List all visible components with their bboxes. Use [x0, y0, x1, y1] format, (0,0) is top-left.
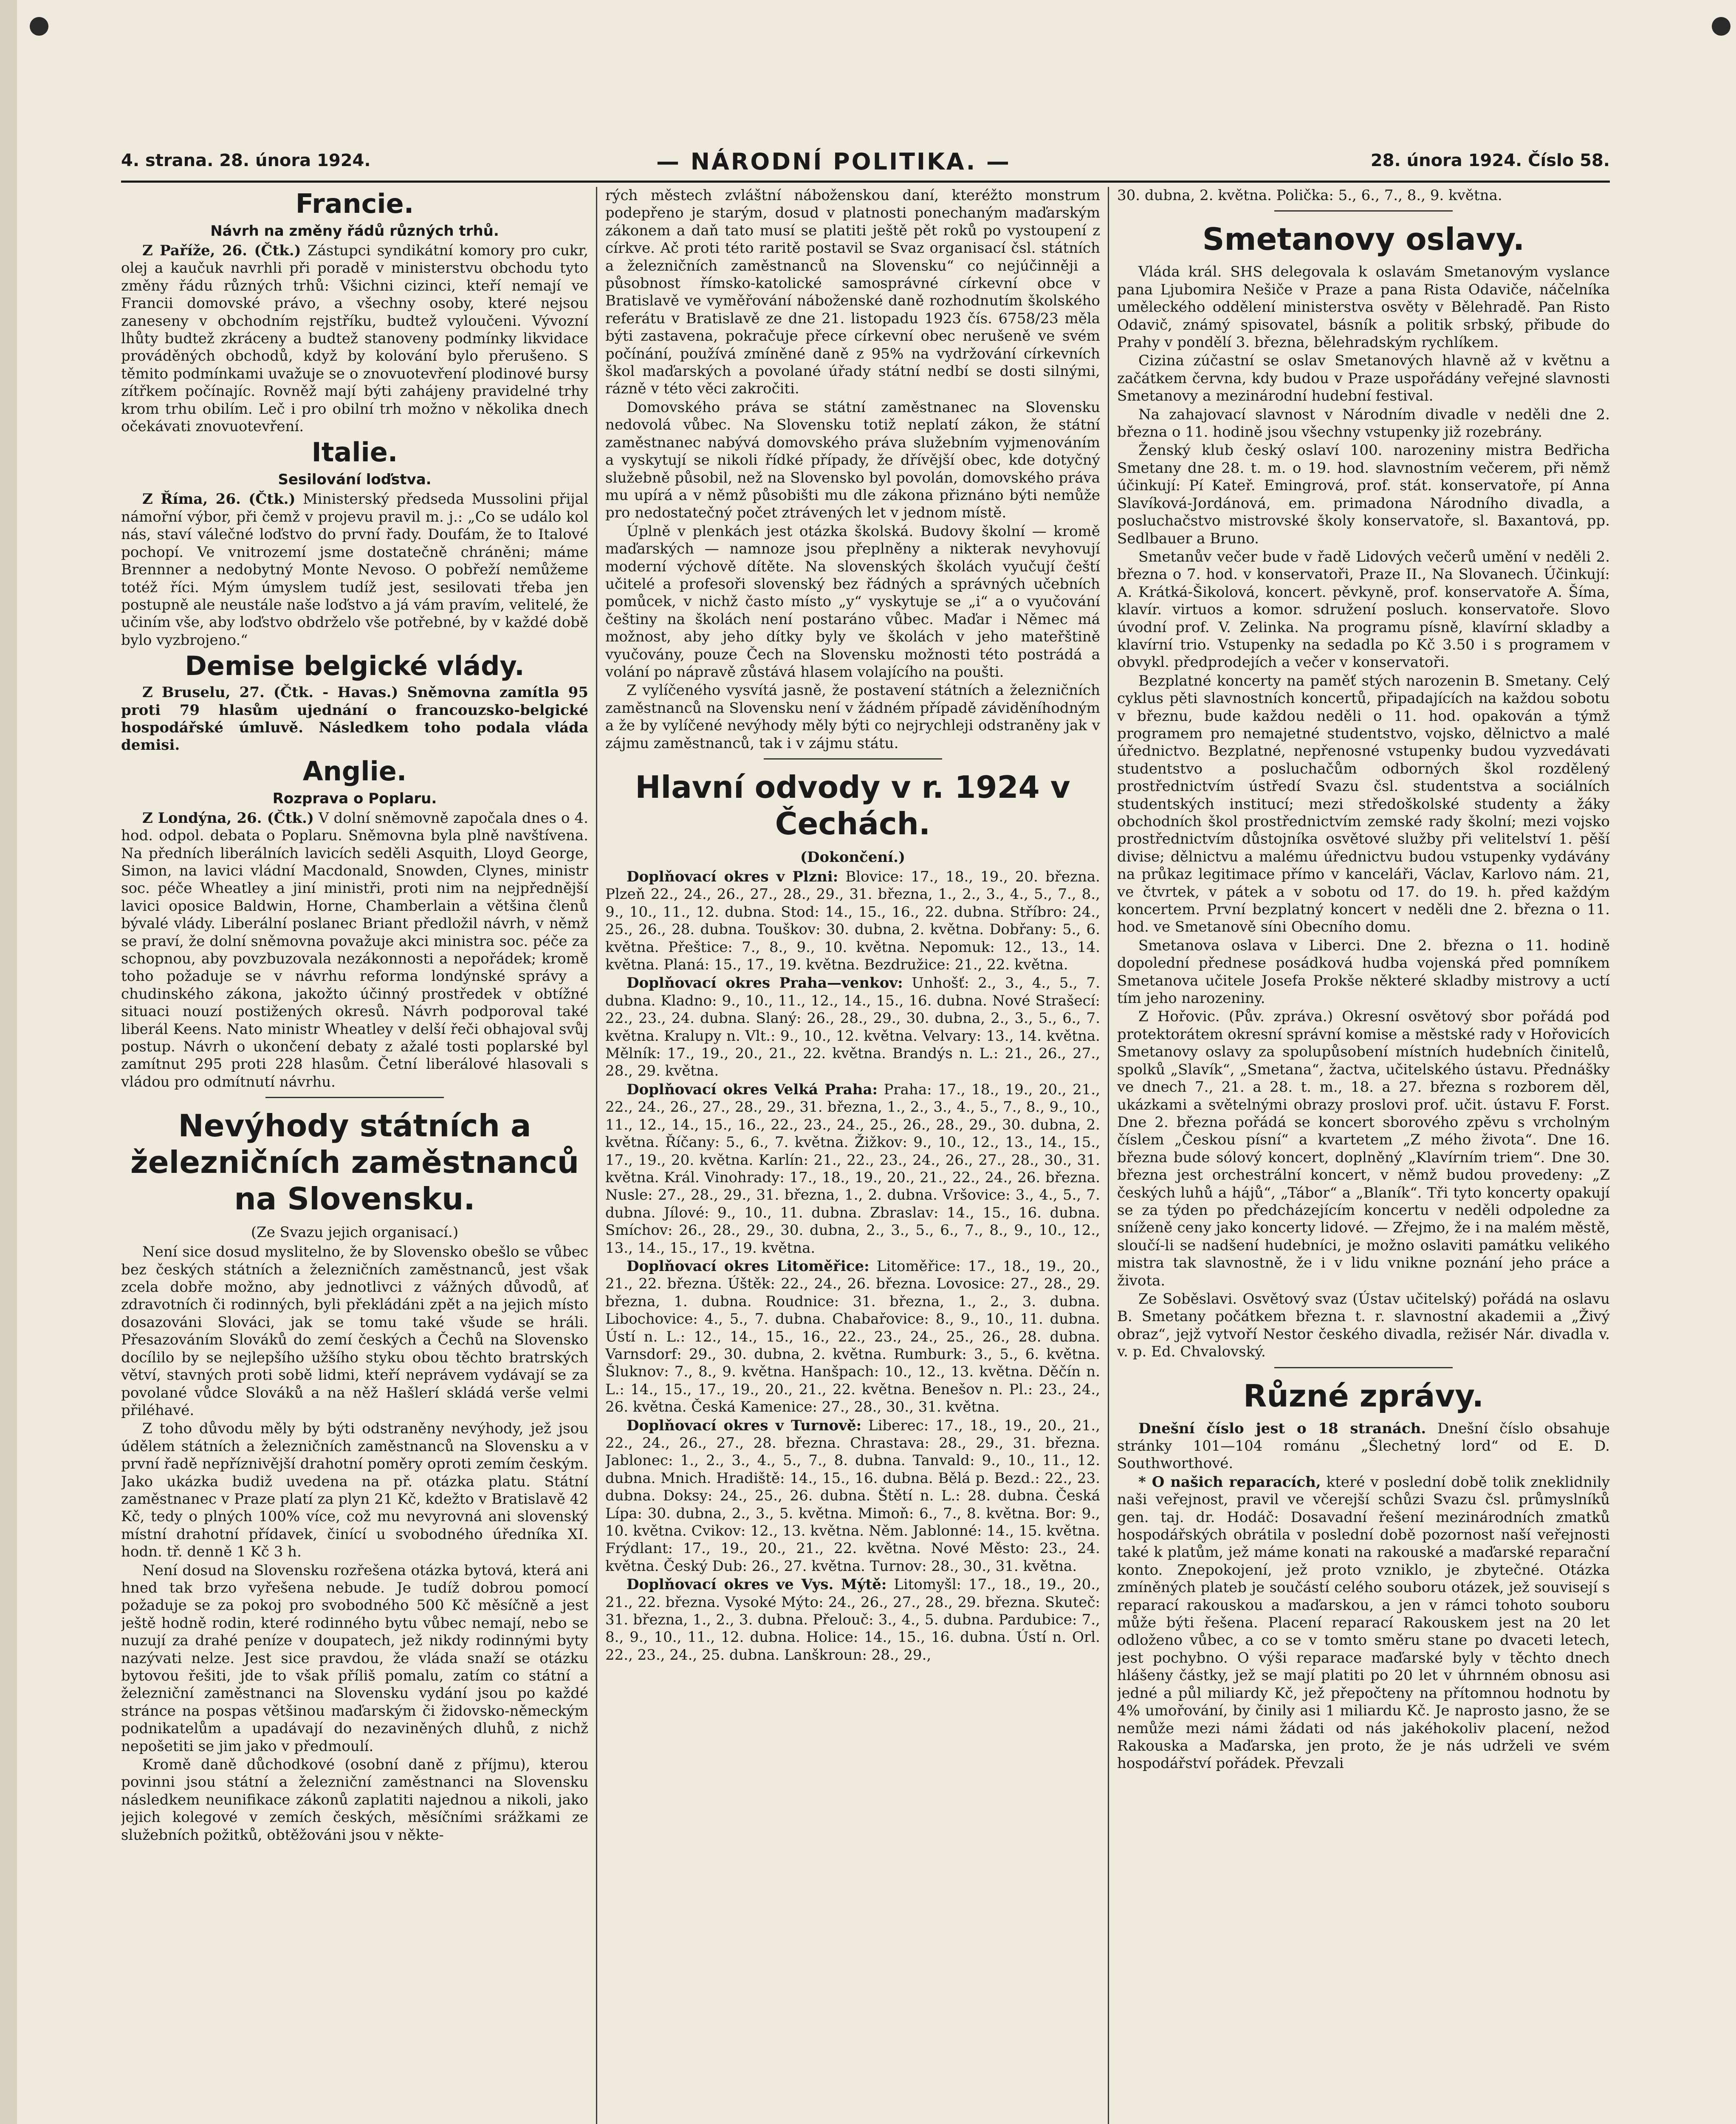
article-paragraph: Z Hořovic. (Pův. zpráva.) Okresní osvětový sbor pořádá pod protektorátem okresní správní komise a městské rady v Hořovicích Smetanovy oslavy za spolupůsobení místních hudebních činitelů, spolků „Slavík“, „Smetana“, žactva, učitelského ústavu. Přednášky ve dnech 7., 21. a 28. t. m., 18. a 27. března s rozborem děl, ukázkami a světelnými obrazy proslovi prof. učit. ústavu F. Forst. Dne 2. března pořádá se koncert sborového zpěvu s vrcholným číslem „Českou písní“ a kvartetem „Z mého života“. Dne 16. března bude sólový koncert, doplněný „Klavírním triem“. Dne 30. března jest orchestrální koncert, v němž budou provedeny: „Z českých luhů a hájů“, „Tábor“ a „Blaník“. Tři tyto koncerty opakují se za týden po předcházejícím koncertu v neděli odpoledne za sníženě ceny jako koncerty lidové. — Zřejmo, že i na malém městě, sloučí-li se nadšení hudebníci, je možno oslaviti památku velikého mistra tak slavnostně, že i v lidu vnikne poznání jeho práce a života.: [1117, 1008, 1610, 1289]
article-source: (Ze Svazu jejich organisací.): [251, 1224, 459, 1241]
article-paragraph: * O našich reparacích, které v poslední době tolik zneklidnily naši veřejnost, pravil ve včerejší schůzi Svazu čsl. průmyslníků gen. taj. dr. Hodáč: Dosavadní řešení mezinárodních zmatků hospodářských obrátila v poslední době pozornost naší veřejnosti také k platům, jež máme konati na rakouské a maďarské reparační konto. Znepokojení, jež proto vzniklo, je zbytečné. Otázka zmíněných plateb je součástí celého souboru otázek, jež souvisejí s reparací rakouskou a maďarskou, a jen v rámci tohoto souboru může býti řešena. Placení reparací Rakouskem jest na 20 let odloženo vůbec, a co se v tomto směru stane po dvaceti letech, jest pochybno. O výši reparace maďarské byly v těchto dnech hlášeny částky, jež se mají platiti po 20 let v úhrnném obnosu asi jedné a půl miliardy Kč, jež přepočteny na přítomnou hodnotu by 4% umořování, by činily asi 1 miliardu Kč. Je naprosto jasno, že se nemůže mezi námi žádati od nás jakéhokoliv placení, nežod Rakouska a Maďarska, jen proto, že je nás udrželi ve svém hospodářství pořádek. Převzali: [1117, 1473, 1610, 1772]
article-paragraph: Domovského práva se státní zaměstnanec na Slovensku nedovolá vůbec. Na Slovensku totiž neplatí zákon, že státní zaměstnanec nabývá domovského práva služebním vyjmenováním a vyskytují se nikoli řídké případy, že dřívější obec, kde dotyčný služebně působil, než na Slovensko byl povolán, domovského práva mu upírá a v němž působišti mu dle zákona přiznáno býti nemůže pro nedostatečný počet ztrávených let v jednom místě.: [605, 398, 1100, 522]
district-paragraph: Doplňovací okres Velká Praha: Praha: 17., 18., 19., 20., 21., 22., 24., 26., 27., 28., 29., 31. března, 1., 2., 3., 4., 5., 7., 8., 9., 10., 11., 12., 14., 15., 16., 22., 23., 24., 25., 26., 28., 29., 30. dubna, 2. května. Říčany: 5., 6., 7. května. Žižkov: 9., 10., 12., 13., 14., 15., 17., 19., 20. května. Karlín: 21., 22., 23., 24., 26., 27., 28., 30., 31. května. Král. Vinohrady: 17., 18., 19., 20., 21., 22., 24., 26. března. Nusle: 27., 28., 29., 31. března, 1., 2. dubna. Vršovice: 3., 4., 5., 7. dubna. Jílové: 9., 10., 11. dubna. Zbraslav: 14., 15., 16. dubna. Smíchov: 26., 28., 29., 30. dubna, 2., 3., 5., 6., 7., 8., 9., 10., 12., 13., 14., 15., 17., 19. května.: [605, 1081, 1100, 1257]
article-paragraph: Úplně v plenkách jest otázka školská. Budovy školní — kromě maďarských — namnoze jsou přeplněny a nikterak nevyhovují moderní výchově dítěte. Na slovenských školách vyučují čeští učitelé a profesoři slovenský bez řádných a správných učebních pomůcek, v nichž často místo „y“ vyskytuje se „i“ a o vyučování češtiny na školách není postaráno vůbec. Maďar i Němec má možnost, aby jeho dítky byly ve školách v jeho mateřštině vyučovány, pouze Čech na Slovensku možnosti této postrádá a volání po nápravě zůstává hlasem volajícího na poušti.: [605, 523, 1100, 681]
district-paragraph: Doplňovací okres Litoměřice: Litoměřice: 17., 18., 19., 20., 21., 22. března. Úštěk: 22., 24., 26. března. Lovosice: 27., 28., 29. března, 1. dubna. Roudnice: 31. března, 1., 2., 3. dubna. Libochovice: 4., 5., 7. dubna. Chabařovice: 8., 9., 10., 11. dubna. Ústí n. L.: 12., 14., 15., 16., 22., 23., 24., 25., 26., 28. dubna. Varnsdorf: 29., 30. dubna, 2. května. Rumburk: 3., 5., 6. května. Šluknov: 7., 8., 9. května. Hanšpach: 10., 12., 13. května. Děčín n. L.: 14., 15., 17., 19., 20., 21., 22. května. Benešov n. Pl.: 23., 24., 26. května. Česká Kamenice: 27., 28., 30., 31. května.: [605, 1257, 1100, 1416]
district-paragraph: Doplňovací okres Praha—venkov: Unhošť: 2., 3., 4., 5., 7. dubna. Kladno: 9., 10., 11., 12., 14., 15., 16. dubna. Nové Strašecí: 22., 23., 24. dubna. Slaný: 26., 28., 29., 30. dubna, 2., 3., 5., 6., 7. května. Kralupy n. Vlt.: 9., 10., 12. května. Velvary: 13., 14. května. Mělník: 17., 19., 20., 21., 22. května. Brandýs n. L.: 21., 26., 27., 28., 29. května.: [605, 974, 1100, 1080]
article-paragraph: Kromě daně důchodkové (osobní daně z příjmu), kterou povinni jsou státní a železniční zaměstnanci na Slovensku následkem neunifikace zákonů zaplatiti najednou a nikoli, jako jejich kolegové v zemích českých, měsíčními srážkami ze služebních požitků, obtěžováni jsou v někte-: [121, 1756, 588, 1844]
district-paragraph: Doplňovací okres v Plzni: Blovice: 17., 18., 19., 20. března. Plzeň 22., 24., 26., 27., 28., 29., 31. března, 1., 2., 3., 4., 5., 7., 8., 9., 10., 11., 12. dubna. Stod: 14., 15., 16., 22. dubna. Stříbro: 24., 25., 26., 28. dubna. Touškov: 30. dubna, 2. května. Dobřany: 5., 6. května. Přeštice: 7., 8., 9., 10. května. Nepomuk: 12., 13., 14. května. Planá: 15., 17., 19. května. Bezdružice: 21., 22. května.: [605, 868, 1100, 974]
article-paragraph: Z vylíčeného vysvítá jasně, že postavení státních a železničních zaměstnanců na Slovensku není v žádném případě záviděníhodným a že by vylíčené nevýhody měly býti co nejrychleji odstraněny jak v zájmu zaměstnanců, tak i v zájmu státu.: [605, 682, 1100, 752]
article-paragraph: Z Paříže, 26. (Čtk.) Zástupci syndikátní komory pro cukr, olej a kaučuk navrhli při poradě v ministerstvu obchodu tyto změny řádu různých trhů: Všichni cizinci, kteří nemají ve Francii domovské právo, a všechny osoby, které nejsou zaneseny v obchodním rejstříku, budtež vyloučeni. Vývozní lhůty budtež zkráceny a budtež stanoveny podmínky likvidace prováděných obchodů, když by kolování bylo přerušeno. S těmito podmínkami uvažuje se o znovuotevření plodinové bursy zítřkem počínajíc. Rovněž mají býti zahájeny pravidelné trhy krom trhu obilím. Leč i pro obilní trh možno v několika dnech očekávati znovuotevření.: [121, 242, 588, 435]
section-heading: Francie.: [295, 188, 414, 219]
separator: [1274, 1367, 1453, 1368]
section-heading: Anglie.: [302, 755, 407, 787]
article-paragraph: Ze Soběslavi. Osvětový svaz (Ústav učitelský) pořádá na oslavu B. Smetany počátkem března t. r. slavnostní akademii a „Živý obraz“, jejž vytvoří Nestor českého divadla, režisér Nár. divadla v. v. p. Ed. Chvalovský.: [1117, 1290, 1610, 1361]
section-heading: Italie.: [311, 437, 398, 468]
district-paragraph: Doplňovací okres v Turnově: Liberec: 17., 18., 19., 20., 21., 22., 24., 26., 27., 28. března. Chrastava: 28., 29., 31. března. Jablonec: 1., 2., 3., 4., 5., 7., 8. dubna. Tanvald: 9., 10., 11., 12. dubna. Mnich. Hradiště: 14., 15., 16. dubna. Bělá p. Bezd.: 22., 23. dubna. Doksy: 24., 25., 26. dubna. Štětí n. L.: 28. dubna. Česká Lípa: 30. dubna, 2., 3., 5. května. Mimoň: 6., 7., 8. května. Bor: 9., 10. května. Cvikov: 12., 13. května. Něm. Jablonné: 14., 15. května. Frýdlant: 17., 19., 20., 21., 22. května. Nové Město: 23., 24. května. Český Dub: 26., 27. května. Turnov: 28., 30., 31. května.: [605, 1417, 1100, 1575]
column-rule: [596, 187, 597, 2124]
column-rule: [1108, 187, 1109, 2124]
article-headline: Smetanovy oslavy.: [1202, 221, 1525, 257]
article-headline: Hlavní odvody v r. 1924 v Čechách.: [635, 769, 1070, 842]
separator: [1274, 210, 1453, 212]
article-paragraph: Z toho důvodu měly by býti odstraněny nevýhody, jež jsou údělem státních a železničních zaměstnanců na Slovensku a v první řadě nepříznivější drahotní poměry oproti zemím českým. Jako ukázka budiž uvedena na př. otázka platu. Státní zaměstnanec v Praze platí za plyn 21 Kč, kdežto v Bratislavě 42 Kč, tedy o plných 100% více, což mu nevyrovná ani slovenský místní drahotní přídavek, činící u svobodného úředníka XI. hodn. tř. denně 1 Kč 3 h.: [121, 1420, 588, 1561]
article-headline: Různé zprávy.: [1243, 1378, 1484, 1414]
page-header: [121, 148, 1610, 176]
article-paragraph: Dnešní číslo jest o 18 stranách. Dnešní číslo obsahuje stránky 101—104 románu „Šlechetný lord“ od E. D. Southworthové.: [1117, 1420, 1610, 1472]
masthead: — NÁRODNÍ POLITIKA. —: [656, 148, 1011, 175]
article-paragraph: Smetanův večer bude v řadě Lidových večerů umění v neděli 2. března o 7. hod. v konservatoři, Praze II., Na Slovanech. Účinkují: A. Krátká-Šikolová, koncert. pěvkyně, prof. konservatoře A. Šíma, klavír. virtuos a komor. sdružení posluch. konservatoře. Slovo úvodní prof. V. Zelinka. Na programu písně, klavírní skladby a klavírní trio. Vstupenky na sedadla po Kč 3.50 i s programem v obvykl. předprodejích a večer v konservatoři.: [1117, 548, 1610, 671]
district-paragraph: Doplňovací okres ve Vys. Mýtě: Litomyšl: 17., 18., 19., 20., 21., 22. března. Vysoké Mýto: 24., 26., 27., 28., 29. března. Skuteč: 31. března, 1., 2., 3. dubna. Přelouč: 3., 4., 5. dubna. Pardubice: 7., 8., 9., 10., 11., 12. dubna. Holice: 14., 15., 16. dubna. Ústí n. Orl. 22., 23., 24., 25. dubna. Lanškroun: 28., 29.,: [605, 1576, 1100, 1664]
article-headline: Nevýhody státních a železničních zaměstnanců na Slovensku.: [130, 1108, 579, 1217]
header-rule: [121, 181, 1610, 183]
punch-hole: [30, 17, 48, 36]
article-subheading: (Dokončení.): [800, 849, 906, 866]
article-paragraph: Bezplatné koncerty na paměť stých narozenin B. Smetany. Celý cyklus pěti slavnostních koncertů, připadajících na každou sobotu v březnu, bude každou neděli o 11. hod. opakován a týmž programem pro nemajetné studentstvo, vojsko, dělnictvo a malé úřednictvo. Bezplatné, nepřenosné vstupenky budou vyzvedávati studentstvo a posluchačům odborných škol rozdělený prostřednictvím ústředí Svazu čsl. studentstva a sociálních studentských institucí; mezi středoškolské studenty a žáky obchodních škol prostřednictvím zemské rady školní; mezi vojsko prostřednictvím důstojníka osvětové služby při velitelství 1. pěší divise; dělnictvu a malému úřednictvu budou vstupenky vydávány na průkaz legitimace přímo v kanceláři, Václav, Karlovo nám. 21, ve čtvrtek, v pátek a v sobotu od 17. do 19. h. před každým koncertem. První bezplatný koncert v neděli dne 2. března o 11. hod. ve Smetanově síni Obecního domu.: [1117, 672, 1610, 936]
separator: [265, 1097, 444, 1098]
article-paragraph: rých městech zvláštní náboženskou daní, kteréžto monstrum podepřeno je starým, dosud v platnosti ponechaným maďarským zákonem a daň tato musí se platiti ještě pět roků po vystoupení z církve. Ač proti této raritě postavil se Svaz organisací čsl. státních a železničních zaměstnanců na Slovensku“ co nejúčinněji a působnost římsko-katolické samosprávné církevní obce v Bratislavě ve vyměřování náboženské daně rozhodnutím školského referátu v Bratislavě ze dne 21. listopadu 1923 čís. 6758/23 měla býti zastavena, pokračuje přece církevní obec nerušeně ve svém počínání, používá zmíněné daně z 95% na vydržování církevních škol maďarských a povolané úřady státní nedbí se dosti silnými, rázně v této věci zakročiti.: [605, 187, 1100, 398]
article-paragraph: Na zahajovací slavnost v Národním divadle v neděli dne 2. března o 11. hodině jsou všechny vstupenky již rozebrány.: [1117, 406, 1610, 441]
section-heading: Demise belgické vlády.: [185, 650, 525, 682]
separator: [764, 758, 942, 760]
article-paragraph: Smetanova oslava v Liberci. Dne 2. března o 11. hodině dopolední přednese posádková hudba vojenská před pomníkem Smetanova učitele Josefa Prokše některé skladby mistrovy a uctí tím jeho narozeniny.: [1117, 937, 1610, 1007]
column-2: [605, 187, 1100, 2124]
column-1: [121, 187, 588, 2124]
article-subheading: Sesilování loďstva.: [278, 471, 432, 489]
punch-hole: [1712, 17, 1730, 36]
article-paragraph: Není sice dosud myslitelno, že by Slovensko obešlo se vůbec bez českých státních a železničních zaměstnanců, jest však zcela dobře možno, aby jednotlivci z vážných důvodů, ať zdravotních či rodinných, byli překládáni zpět a na jejich místo dosazováni Slováci, jak se tomu také všude se hráli. Přesazováním Slováků do zemí českých a Čechů na Slovensko docílilo by se nejlepšího užšího styku obou těchto bratrských větví, stavných proti sobě lidmi, kteří neprávem vydávají se za povolané vůdce Slováků a na něž Hašlerí skládá verše velmi přiléhavé.: [121, 1243, 588, 1419]
article-paragraph: Z Bruselu, 27. (Čtk. - Havas.) Sněmovna zamítla 95 proti 79 hlasům ujednání o francouzsko-belgické hospodářské úmluvě. Následkem toho podala vláda demisi.: [121, 684, 588, 754]
article-subheading: Návrh na změny řádů různých trhů.: [210, 223, 499, 240]
article-paragraph: Cizina zúčastní se oslav Smetanových hlavně až v květnu a začátkem června, kdy budou v Praze uspořádány veřejné slavnosti Smetanovy a mezinárodní hudební festival.: [1117, 352, 1610, 405]
article-paragraph: Vláda král. SHS delegovala k oslavám Smetanovým vyslance pana Ljubomira Nešiče v Praze a pana Rista Odaviče, náčelníka uměleckého oddělení ministerstva osvěty v Bělehradě. Pan Risto Odavič, známý spisovatel, básník a politik srbský, přibude do Prahy v pondělí 3. března, bělehradským rychlíkem.: [1117, 263, 1610, 351]
scan-edge: [0, 0, 17, 2124]
district-paragraph: 30. dubna, 2. května. Polička: 5., 6., 7., 8., 9. května.: [1117, 187, 1502, 204]
article-paragraph: Z Říma, 26. (Čtk.) Ministerský předseda Mussolini přijal námořní výbor, při čemž v projevu pravil m. j.: „Co se událo kol nás, staví válečné loďstvo do první řady. Doufám, že to Italové pochopí. Ve vnitrozemí jsme dostatečně chráněni; máme Brennner a nedobytný Monte Nevoso. O pobřeží nemůžeme totéž říci. Mým úmyslem tudíž jest, sesilovati třeba jen postupně ale neustále naše loďstvo a já vám pravím, velitelé, že učiním vše, aby loďstvo obdrželo vše potřebné, by v každé době bylo vyzbrojeno.“: [121, 491, 588, 649]
article-paragraph: Ženský klub český oslaví 100. narozeniny mistra Bedřicha Smetany dne 28. t. m. o 19. hod. slavnostním večerem, při němž účinkují: Pí Kateř. Emingrová, prof. stát. konservatoře, pí Anna Slavíková-Jordánová, em. primadona Národního divadla, a posluchačstvo mistrovské školy konservatoře, sl. Baxantová, pp. Sedlbauer a Bruno.: [1117, 442, 1610, 547]
column-3: [1117, 187, 1610, 2124]
article-subheading: Rozprava o Poplaru.: [272, 790, 437, 807]
header-right: 28. února 1924. Číslo 58.: [1370, 151, 1610, 170]
article-paragraph: Z Londýna, 26. (Čtk.) V dolní sněmovně započala dnes o 4. hod. odpol. debata o Poplaru. Sněmovna byla plně navštívena. Na předních liberálních lavicích seděli Asquith, Lloyd George, Simon, na lavici vládní Macdonald, Snowden, Clynes, ministr soc. péče Wheatley a jiní ministři, proti nim na nejpřednější lavici oposice Baldwin, Horne, Chamberlain a většina členů bývalé vlády. Liberální poslanec Briant předložil návrh, v němž se praví, že dolní sněmovna považuje akci ministra soc. péče za schopnou, aby povzbuzovala nezákonnosti a nepořádek; kromě toho požaduje se v návrhu reforma londýnské správy a chudinského zákona, jakožto účinný prostředek v obtížné situaci nouzí postižených okresů. Návrh podporoval také liberál Keens. Nato ministr Wheatley v delší řeči obhajoval svůj postup. Návrh o ukončení debaty z ažalé tosti poplarské byl zamítnut 295 proti 228 hlasům. Četní liberálové hlasovali s vládou pro odmítnutí návrhu.: [121, 809, 588, 1090]
header-left: 4. strana. 28. února 1924.: [121, 151, 371, 170]
article-paragraph: Není dosud na Slovensku rozřešena otázka bytová, která ani hned tak brzo vyřešena nebude. Je tudíž dobrou pomocí požaduje se za pokoj pro svobodného 500 Kč měsíčně a jest ještě hodně rodin, které rodinného bytu vůbec nemají, nebo se nuzují za drahé peníze v doupatech, jež nikdy rodinnými byty nazývati nelze. Jest sice pravdou, že vláda snaží se otázku bytovou řešiti, jde to však příliš pomalu, zatím co státní a železniční zaměstnanci na Slovensku vydání jsou po každé stránce na pospas většinou maďarským či židovsko-německým podnikatelům a upadávají do nezaviněných dluhů, z nichž nepošetiti se jim jako v předmoulí.: [121, 1562, 588, 1755]
